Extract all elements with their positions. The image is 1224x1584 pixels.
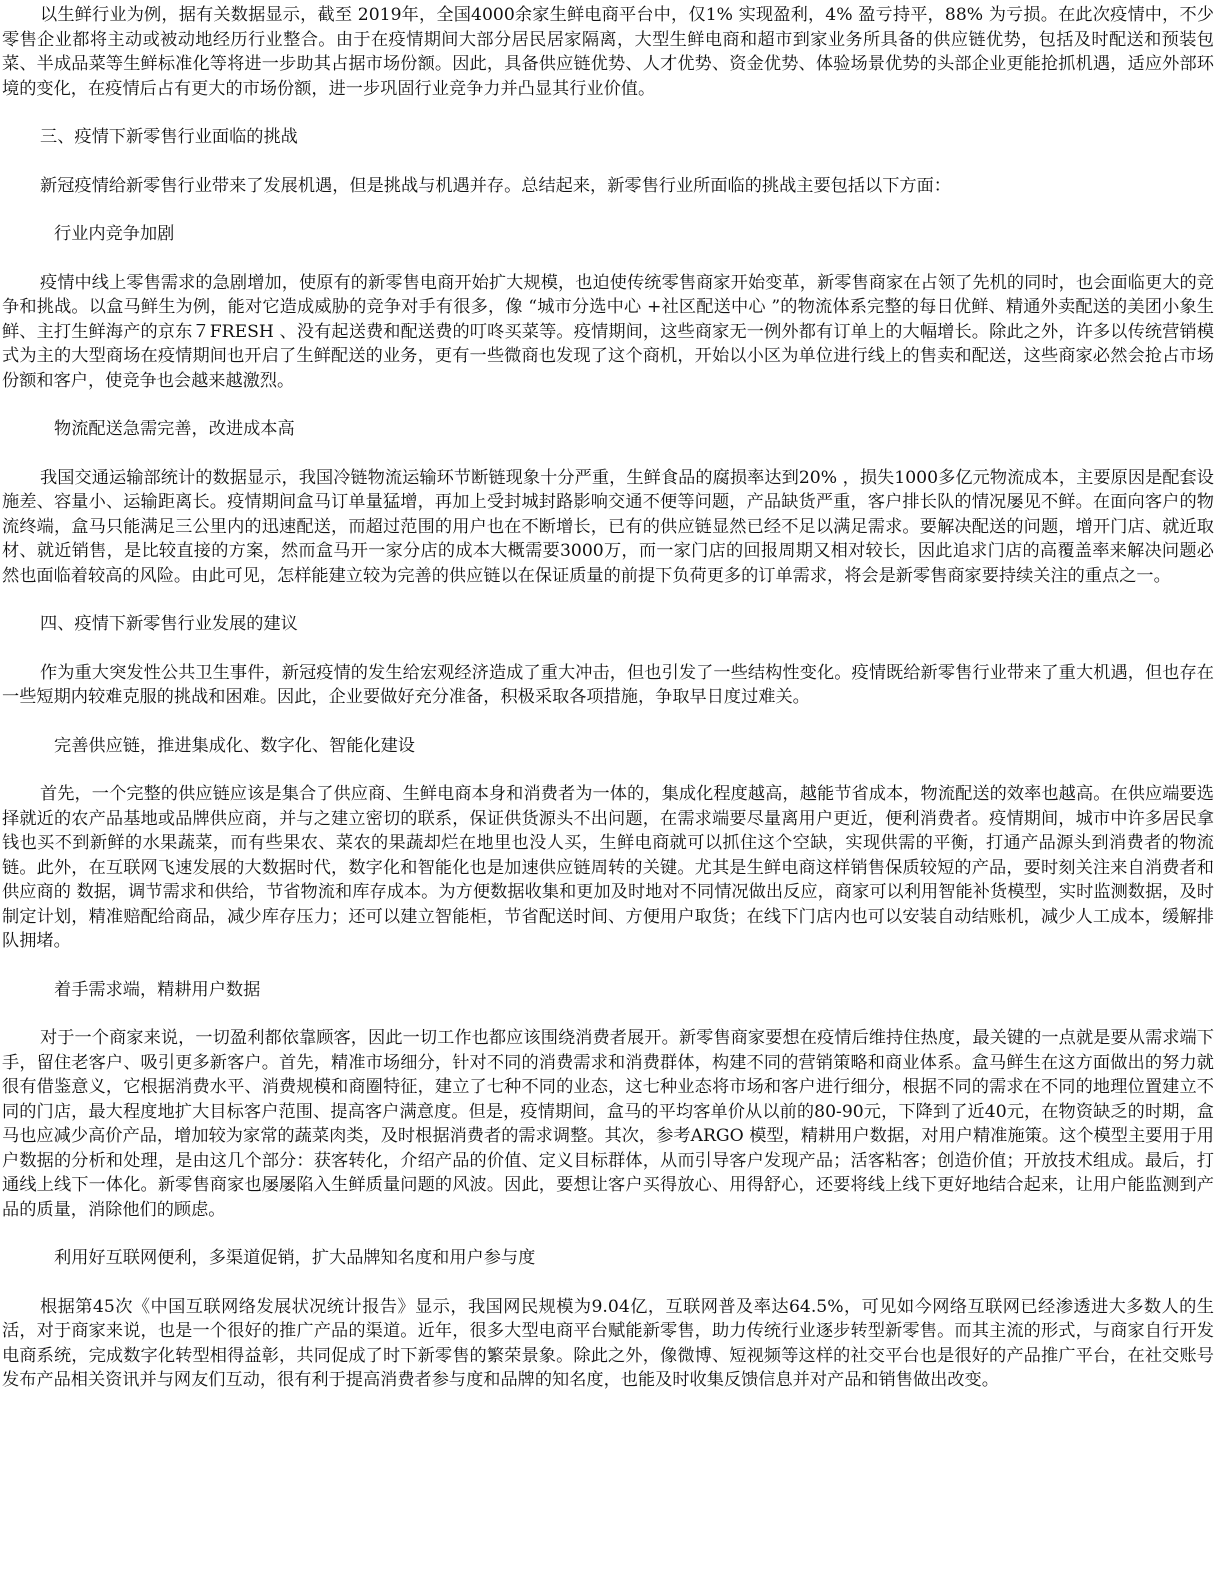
sub-heading: 利用好互联网便利，多渠道促销，扩大品牌知名度和用户参与度 <box>54 1248 536 1268</box>
sub-heading: 完善供应链，推进集成化、数字化、智能化建设 <box>54 735 415 756</box>
sub-heading: 着手需求端，精耕用户数据 <box>54 979 261 1000</box>
paragraph: 根据第45次《中国互联网络发展状况统计报告》显示，我国网民规模为9.04亿，互联网普及率达64.5%，可见如今网络互联网已经渗透进大多数人的生活，对于商家来说，也是一个很好的推广产品的渠道。近年，很多大型电商平台赋能新零售，助力传统行业逐步转型新零售。而其主流的形式，与商家自行开发电商系统，完成数字化转型相得益彰，共同促成了时下新零售的繁荣景象。除此之外，像微博、短视频等这样的社交平台也是很好的产品推广平台，在社交账号发布产品相关资讯并与网友们互动，很有利于提高消费者参与度和品牌的知名度，也能及时收集反馈信息并对产品和销售做出改变。 <box>2 1296 1214 1390</box>
paragraph: 对于一个商家来说，一切盈利都依靠顾客，因此一切工作也都应该围绕消费者展开。新零售商家要想在疫情后维持住热度，最关键的一点就是要从需求端下手，留住老客户、吸引更多新客户。首先，精准市场细分，针对不同的消费需求和消费群体，构建不同的营销策略和商业体系。盒马鲜生在这方面做出的努力就很有借鉴意义，它根据消费水平、消费规模和商圈特征，建立了七种不同的业态，这七种业态将市场和客户进行细分，根据不同的需求在不同的地理位置建立不同的门店，最大程度地扩大目标客户范围、提高客户满意度。但是，疫情期间，盒马的平均客单价从以前的80-90元，下降到了近40元，在物资缺乏的时期，盒马也应减少高价产品，增加较为家常的蔬菜肉类，及时根据消费者的需求调整。其次，参考ARGO 模型，精耕用户数据，对用户精准施策。这个模型主要用于用户数据的分析和处理，是由这几个部分：获客转化，介绍产品的价值、定义目标群体，从而引导客户发现产品；活客粘客；创造价值；开放技术组成。最后，打通线上线下一体化。新零售商家也屡屡陷入生鲜质量问题的风波。因此，要想让客户买得放心、用得舒心，还要将线上线下更好地结合起来，让用户能监测到产品的质量，消除他们的顾虑。 <box>2 1028 1214 1220</box>
paragraph: 首先，一个完整的供应链应该是集合了供应商、生鲜电商本身和消费者为一体的，集成化程度越高，越能节省成本，物流配送的效率也越高。在供应端要选择就近的农产品基地或品牌供应商，并与之建立密切的联系，保证供货源头不出问题，在需求端要尽量离用户更近，便利消费者。疫情期间，城市中许多居民拿钱也买不到新鲜的水果蔬菜，而有些果农、菜农的果蔬却烂在地里也没人买，生鲜电商就可以抓住这个空缺，实现供需的平衡，打通产品源头到消费者的物流链。此外，在互联网飞速发展的大数据时代，数字化和智能化也是加速供应链周转的关键。尤其是生鲜电商这样销售保质较短的产品，要时刻关注来自消费者和供应商的 数据，调节需求和供给，节省物流和库存成本。为方便数据收集和更加及时地对不同情况做出反应，商家可以利用智能补货模型，实时监测数据，及时制定计划，精准赔配给商品，减少库存压力；还可以建立智能柜，节省配送时间、方便用户取货；在线下门店内也可以安装自动结账机，减少人工成本，缓解排队拥堵。 <box>2 784 1214 951</box>
sub-heading: 行业内竞争加剧 <box>54 224 175 244</box>
paragraph: 疫情中线上零售需求的急剧增加，使原有的新零售电商开始扩大规模，也迫使传统零售商家开始变革，新零售商家在占领了先机的同时，也会面临更大的竞争和挑战。以盒马鲜生为例，能对它造成威胁的竞争对手有很多，像 “城市分选中心 +社区配送中心 ”的物流体系完整的每日优鲜、精通外卖配送的美团小象生鲜、主打生鲜海产的京东７FRESH 、没有起送费和配送费的叮咚买菜等。疫情期间，这些商家无一例外都有订单上的大幅增长。除此之外，许多以传统营销模式为主的大型商场在疫情期间也开启了生鲜配送的业务，更有一些微商也发现了这个商机，开始以小区为单位进行线上的售卖和配送，这些商家必然会抢占市场份额和客户，使竞争也会越来越激烈。 <box>2 272 1214 391</box>
sub-heading: 物流配送急需完善，改进成本高 <box>54 419 295 439</box>
section-heading: 四、疫情下新零售行业发展的建议 <box>40 614 298 634</box>
paragraph: 新冠疫情给新零售行业带来了发展机遇，但是挑战与机遇并存。总结起来，新零售行业所面临的挑战主要包括以下方面： <box>40 175 951 196</box>
paragraph: 我国交通运输部统计的数据显示，我国冷链物流运输环节断链现象十分严重，生鲜食品的腐损率达到20% ，损失1000多亿元物流成本，主要原因是配套设施差、容量小、运输距离长。疫情期间盒马订单量猛增，再加上受封城封路影响交通不便等问题，产品缺货严重，客户排长队的情况屡见不鲜。在面向客户的物流终端，盒马只能满足三公里内的迅速配送，而超过范围的用户也在不断增长，已有的供应链显然已经不足以满足需求。要解决配送的问题，增开门店、就近取材、就近销售，是比较直接的方案，然而盒马开一家分店的成本大概需要3000万，而一家门店的回报周期又相对较长，因此追求门店的高覆盖率来解决问题必然也面临着较高的风险。由此可见，怎样能建立较为完善的供应链以在保证质量的前提下负荷更多的订单需求，将会是新零售商家要持续关注的重点之一。 <box>2 467 1214 586</box>
paragraph: 以生鲜行业为例，据有关数据显示，截至 2019年，全国4000余家生鲜电商平台中，仅1% 实现盈利，4% 盈亏持平，88% 为亏损。在此次疫情中，不少零售企业都将主动或被动地经历行业整合。由于在疫情期间大部分居民居家隔离，大型生鲜电商和超市到家业务所具备的供应链优势，包括及时配送和预装包菜、半成品菜等生鲜标准化等将进一步助其占据市场份额。因此，具备供应链优势、人才优势、资金优势、体验场景优势的头部企业更能抢抓机遇，适应外部环境的变化，在疫情后占有更大的市场份额，进一步巩固行业竞争力并凸显其行业价值。 <box>2 5 1214 99</box>
paragraph: 作为重大突发性公共卫生事件，新冠疫情的发生给宏观经济造成了重大冲击，但也引发了一些结构性变化。疫情既给新零售行业带来了重大机遇，但也存在一些短期内较难克服的挑战和困难。因此，企业要做好充分准备，积极采取各项措施，争取早日度过难关。 <box>2 662 1214 707</box>
section-heading: 三、疫情下新零售行业面临的挑战 <box>40 127 298 147</box>
